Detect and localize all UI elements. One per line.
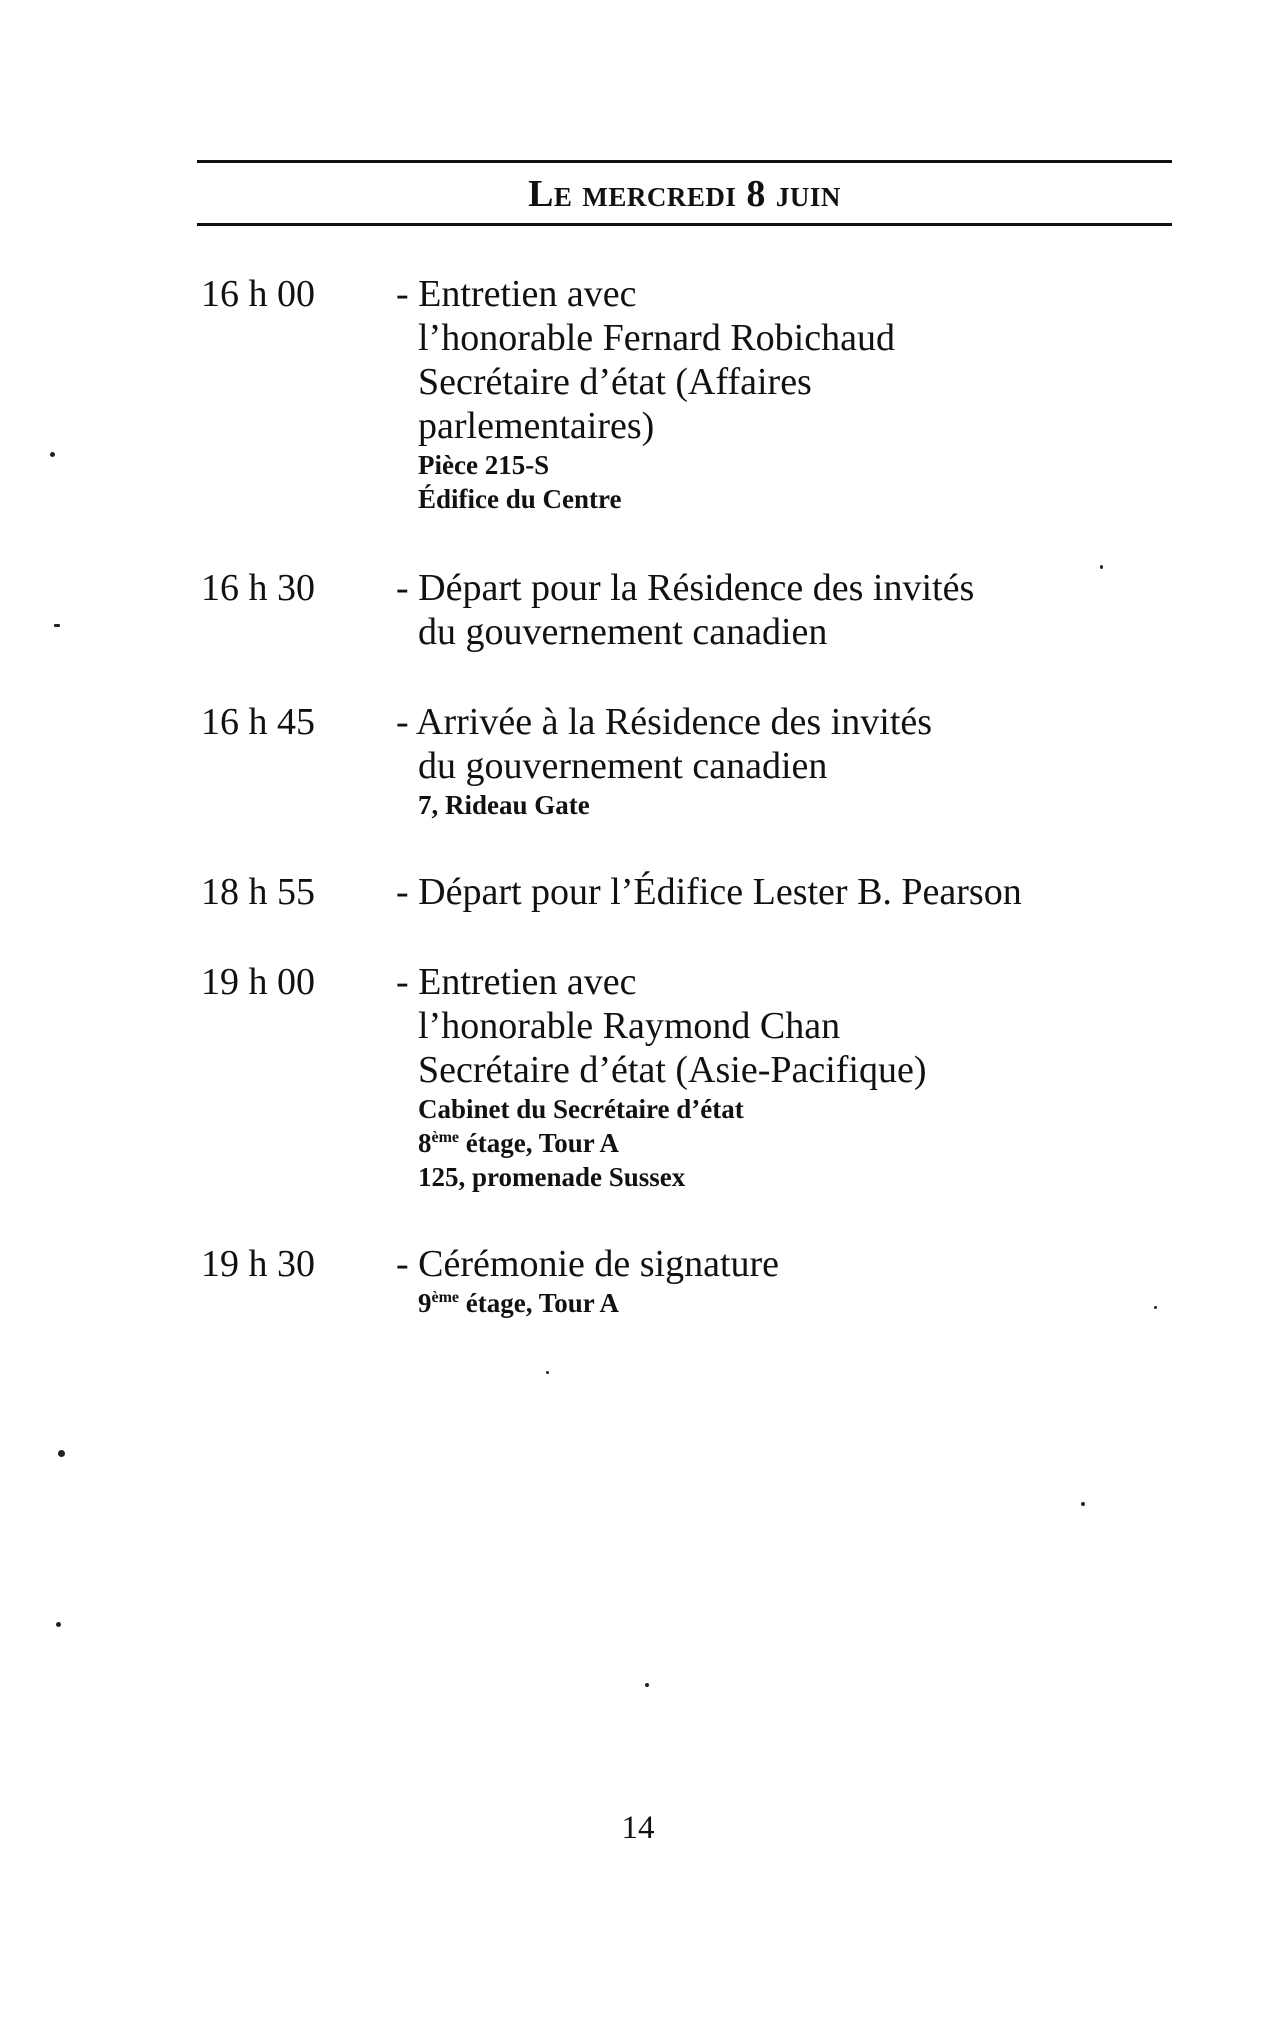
entry-line: - Entretien avec: [396, 961, 637, 1003]
scan-speck: [1100, 565, 1103, 569]
entry-line: du gouvernement canadien: [418, 611, 828, 653]
scan-speck: [54, 624, 60, 627]
entry-line: Secrétaire d’état (Affaires: [418, 361, 812, 403]
scan-speck: [645, 1683, 649, 1687]
entry-detail: 125, promenade Sussex: [418, 1162, 686, 1192]
entry-line: l’honorable Raymond Chan: [418, 1005, 841, 1047]
page-heading: Le mercredi 8 juin: [528, 173, 841, 215]
entry-body: [396, 870, 1178, 914]
entry-detail: Cabinet du Secrétaire d’état: [418, 1094, 744, 1124]
scan-speck: [1081, 1502, 1085, 1506]
entry-time: 16 h 30: [201, 567, 315, 609]
entry-detail: 8ème étage, Tour A: [418, 1128, 620, 1158]
scan-speck: [50, 452, 55, 457]
entry-line: - Cérémonie de signature: [396, 1243, 780, 1285]
entry-time: 19 h 30: [201, 1243, 315, 1285]
entry-line: - Départ pour la Résidence des invités: [396, 567, 975, 609]
entry-line: du gouvernement canadien: [418, 745, 828, 787]
entry-detail: Pièce 215-S: [418, 450, 550, 480]
entry-line: parlementaires): [418, 405, 655, 447]
entry-time: 18 h 55: [201, 871, 315, 913]
entry-time: 16 h 00: [201, 273, 315, 315]
entry-detail: 7, Rideau Gate: [418, 790, 590, 820]
entry-body: [396, 1242, 1178, 1320]
scan-speck: [56, 1622, 61, 1627]
scan-speck: [58, 1450, 65, 1457]
page-number: 14: [621, 1810, 655, 1846]
entry-time: 19 h 00: [201, 961, 315, 1003]
entry-body: [396, 272, 1178, 516]
entry-line: l’honorable Fernard Robichaud: [418, 317, 895, 359]
entry-body: [396, 960, 1178, 1194]
entry-body: [396, 566, 1178, 654]
bottom-rule: [197, 223, 1172, 226]
entry-line: - Entretien avec: [396, 273, 637, 315]
entry-line: Secrétaire d’état (Asie-Pacifique): [418, 1049, 927, 1091]
entry-line: - Départ pour l’Édifice Lester B. Pearson: [396, 871, 1022, 913]
entry-body: [396, 700, 1178, 822]
scan-speck: [1154, 1306, 1157, 1309]
top-rule: [197, 160, 1172, 163]
entry-detail: 9ème étage, Tour A: [418, 1288, 620, 1318]
scan-speck: [546, 1371, 549, 1374]
entry-line: - Arrivée à la Résidence des invités: [396, 701, 933, 743]
entry-time: 16 h 45: [201, 701, 315, 743]
entry-detail: Édifice du Centre: [418, 484, 622, 514]
